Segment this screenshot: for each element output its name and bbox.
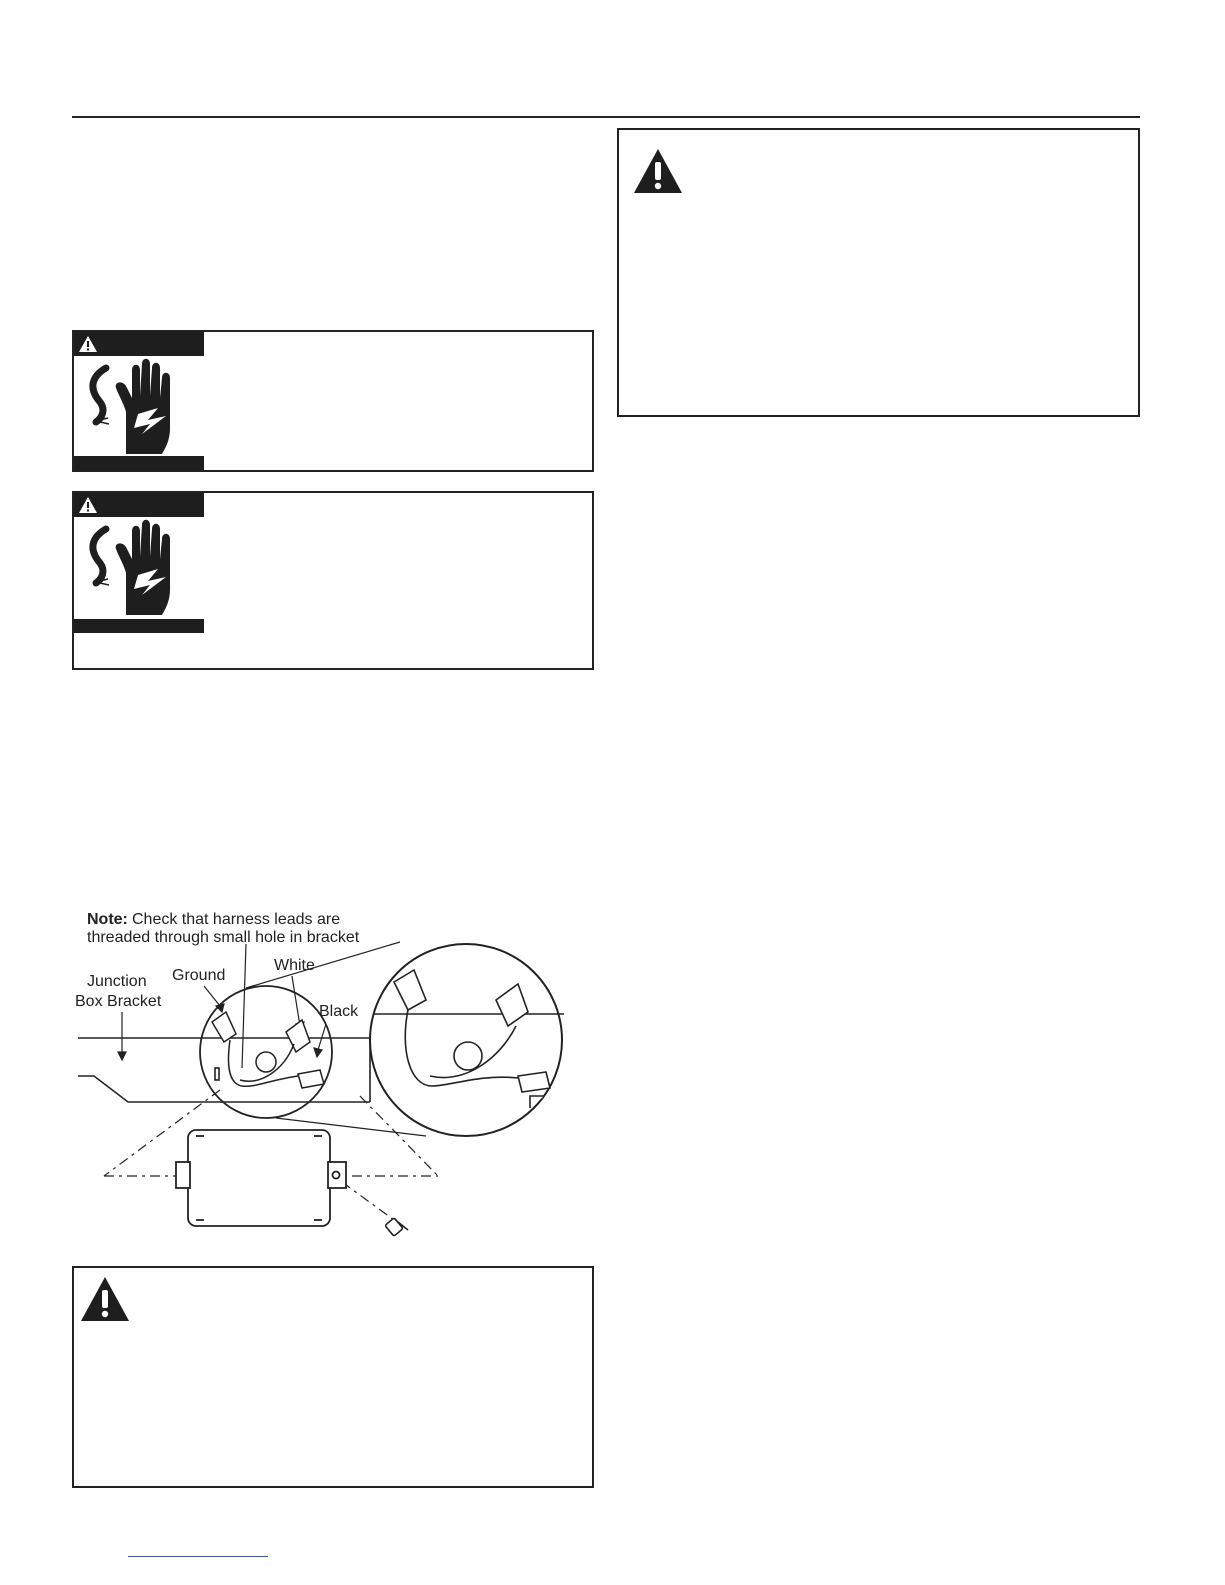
shock-warning-banner xyxy=(74,332,204,356)
header-rule xyxy=(72,116,1140,118)
warning-box-right xyxy=(617,128,1140,417)
warning-triangle-icon xyxy=(633,148,683,194)
warning-triangle-icon xyxy=(80,1276,130,1322)
shock-warning-banner xyxy=(74,493,204,517)
shock-warning-footer-bar xyxy=(74,456,204,470)
shock-warning-box-1 xyxy=(72,330,594,472)
electric-shock-hand-icon xyxy=(78,519,202,624)
label-black: Black xyxy=(319,1003,359,1020)
label-junction-box-bracket: Box Bracket xyxy=(75,993,162,1010)
label-white: White xyxy=(274,957,315,974)
label-ground: Ground xyxy=(172,967,226,984)
diagram-note-label: Note: xyxy=(87,911,128,928)
warning-box-bottom xyxy=(72,1266,594,1488)
shock-warning-box-2 xyxy=(72,491,594,670)
label-junction: Junction xyxy=(87,973,147,990)
footer-link-underline[interactable] xyxy=(128,1556,268,1557)
diagram-note-text-line1: Check that harness leads are xyxy=(132,911,341,928)
diagram-note-text-line2: threaded through small hole in bracket xyxy=(87,929,360,946)
warning-triangle-icon xyxy=(78,335,98,353)
shock-warning-footer-bar xyxy=(74,619,204,633)
warning-triangle-icon xyxy=(78,496,98,514)
junction-box-wiring-diagram xyxy=(70,900,590,1250)
electric-shock-hand-icon xyxy=(78,358,202,463)
